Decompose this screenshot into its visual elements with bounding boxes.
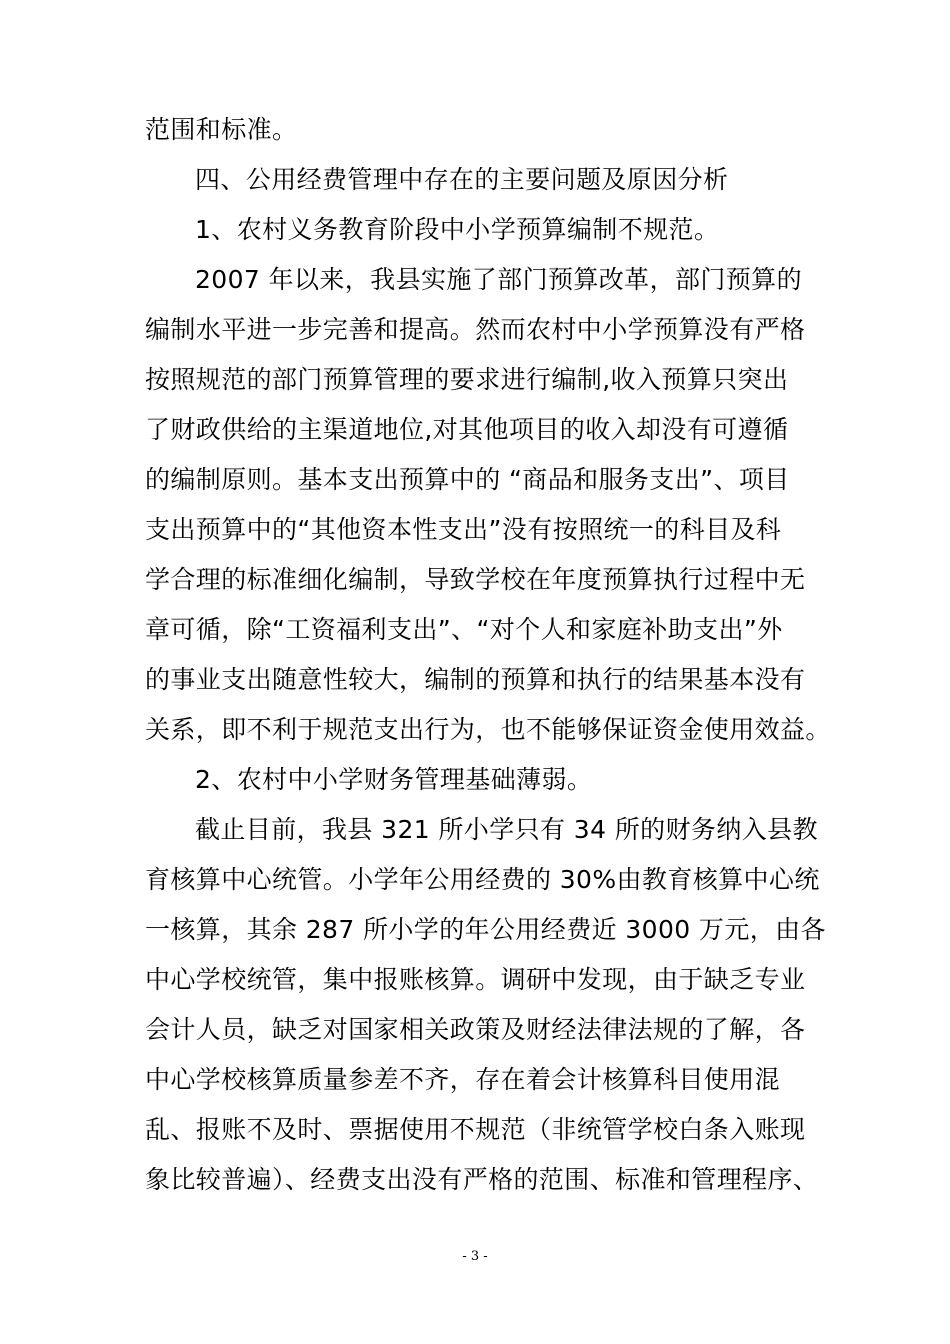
paragraph-line: 乱、报账不及时、票据使用不规范（非统管学校白条入账现 <box>145 1115 806 1144</box>
paragraph-line: 支出预算中的“其他资本性支出”没有按照统一的科目及科 <box>145 515 782 544</box>
paragraph-line: 2007 年以来，我县实施了部门预算改革，部门预算的 <box>195 265 802 294</box>
paragraph-line: 关系，即不利于规范支出行为，也不能够保证资金使用效益。 <box>145 715 831 744</box>
paragraph-line: 一核算，其余 287 所小学的年公用经费近 3000 万元，由各 <box>145 915 826 944</box>
paragraph-line: 中心学校统管，集中报账核算。调研中发现，由于缺乏专业 <box>145 965 806 994</box>
paragraph-line: 的编制原则。基本支出预算中的 “商品和服务支出”、项目 <box>145 465 790 494</box>
paragraph-line: 的事业支出随意性较大，编制的预算和执行的结果基本没有 <box>145 665 806 694</box>
paragraph-line: 截止目前，我县 321 所小学只有 34 所的财务纳入县教 <box>195 815 818 844</box>
paragraph-line: 中心学校核算质量参差不齐，存在着会计核算科目使用混 <box>145 1065 781 1094</box>
paragraph-line: 学合理的标准细化编制，导致学校在年度预算执行过程中无 <box>145 565 806 594</box>
paragraph-line: 育核算中心统管。小学年公用经费的 30%由教育核算中心统 <box>145 865 820 894</box>
paragraph-line: 了财政供给的主渠道地位,对其他项目的收入却没有可遵循 <box>145 415 789 444</box>
subsection-heading: 2、农村中小学财务管理基础薄弱。 <box>195 765 593 794</box>
paragraph-line: 象比较普遍）、经费支出没有严格的范围、标准和管理程序、 <box>145 1165 819 1194</box>
paragraph-line: 编制水平进一步完善和提高。然而农村中小学预算没有严格 <box>145 315 806 344</box>
paragraph-line: 章可循，除“工资福利支出”、“对个人和家庭补助支出”外 <box>145 615 783 644</box>
text-line: 范围和标准。 <box>145 115 298 144</box>
page-number: - 3 - <box>462 1249 488 1264</box>
subsection-heading: 1、农村义务教育阶段中小学预算编制不规范。 <box>195 215 720 244</box>
section-heading: 四、公用经费管理中存在的主要问题及原因分析 <box>195 165 729 194</box>
paragraph-line: 按照规范的部门预算管理的要求进行编制,收入预算只突出 <box>145 365 789 394</box>
paragraph-line: 会计人员，缺乏对国家相关政策及财经法律法规的了解，各 <box>145 1015 806 1044</box>
